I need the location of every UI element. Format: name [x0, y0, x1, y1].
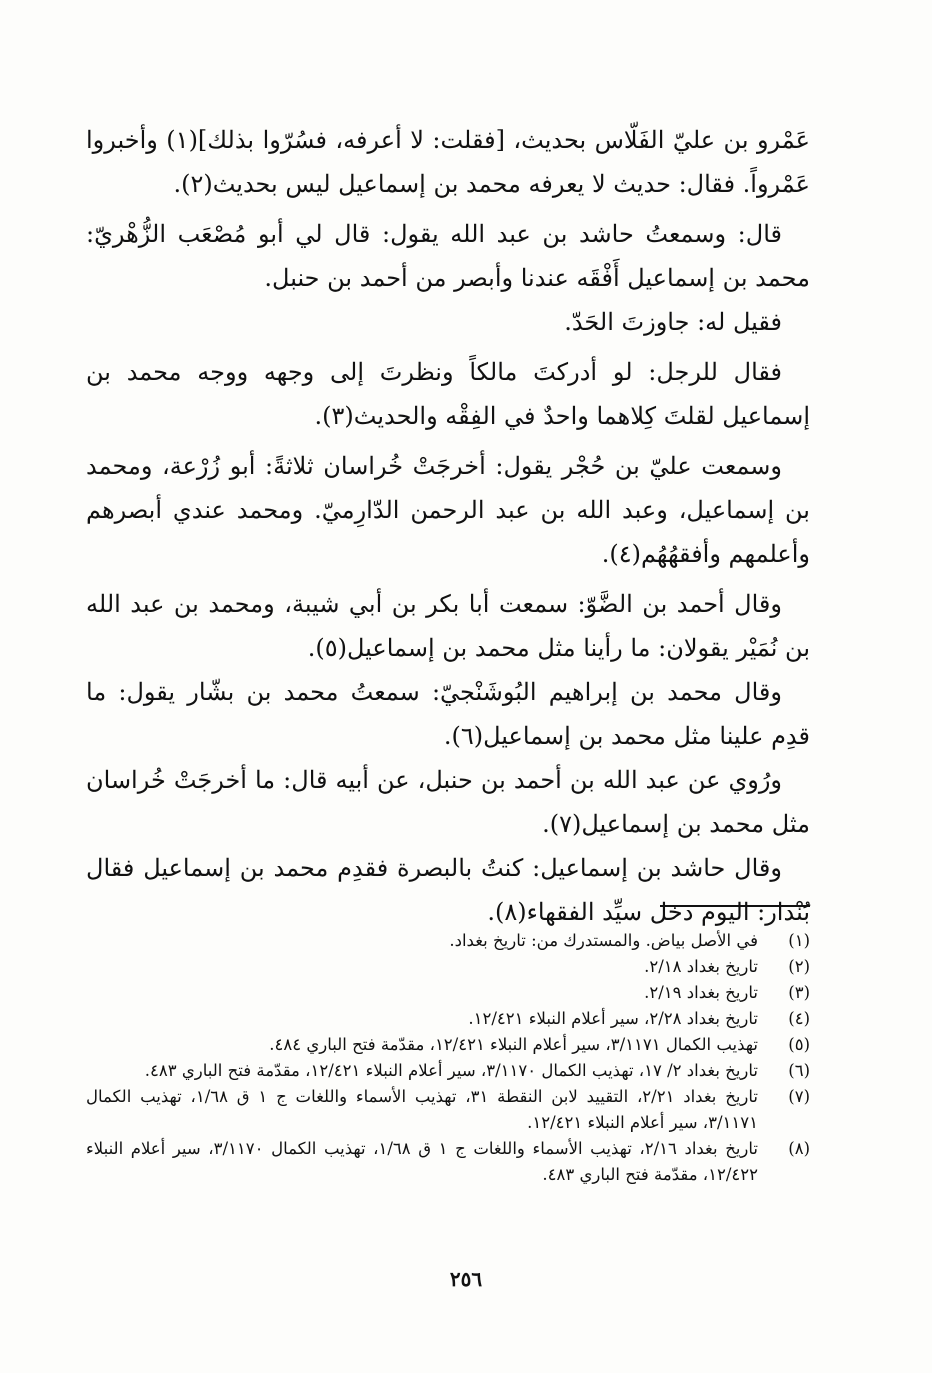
footnote-number: (١)	[788, 931, 810, 950]
footnote	[86, 1032, 810, 1058]
paragraph: وسمعت عليّ بن حُجْر يقول: أخرجَتْ خُراسان ثلاثةً: أبو زُرْعة، ومحمد بن إسماعيل، وعبد الله بن عبد الرحمن الدّارِميّ. ومحمد عندي أبصرهم وأعلمهم وأفقهُهُم(٤).	[86, 452, 810, 568]
footnote	[86, 1006, 810, 1032]
footnote	[86, 1136, 810, 1188]
footnote-text: تاريخ بغداد ٢/١٨.	[644, 957, 758, 976]
footnote-number: (٦)	[788, 1061, 810, 1080]
footnote-text: تاريخ بغداد ٢/ ١٧، تهذيب الكمال ٣/١١٧٠، سير أعلام النبلاء ١٢/٤٢١، مقدّمة فتح الباري ٤٨٣.	[144, 1061, 758, 1080]
footnote	[86, 1058, 810, 1084]
footnote-text: في الأصل بياض. والمستدرك من: تاريخ بغداد.	[449, 931, 758, 950]
footnotes	[86, 928, 810, 1188]
footnote-text: تاريخ بغداد ٢/٢١، التقييد لابن النقطة ٣١، تهذيب الأسماء واللغات ج ١ ق ١/٦٨، تهذيب الكمال ٣/١١٧١، سير أعلام النبلاء ١٢/٤٢١.	[86, 1087, 759, 1132]
footnote-number: (٤)	[788, 1009, 810, 1028]
footnote-number: (٨)	[788, 1139, 810, 1158]
footnote-separator	[660, 905, 810, 907]
footnote-number: (٣)	[788, 983, 810, 1002]
footnote-text: تهذيب الكمال ٣/١١٧١، سير أعلام النبلاء ١٢/٤٢١، مقدّمة فتح الباري ٤٨٤.	[269, 1035, 758, 1054]
paragraph: وقال أحمد بن الضَّوّ: سمعت أبا بكر بن أبي شيبة، ومحمد بن عبد الله بن نُمَيْر يقولان: ما رأينا مثل محمد بن إسماعيل(٥).	[86, 590, 810, 662]
paragraph: وقال محمد بن إبراهيم البُوشَنْجيّ: سمعتُ محمد بن بشّار يقول: ما قدِم علينا مثل محمد بن إسماعيل(٦).	[86, 678, 810, 750]
footnote	[86, 980, 810, 1006]
footnote	[86, 928, 810, 954]
paragraph: ورُوي عن عبد الله بن أحمد بن حنبل، عن أبيه قال: ما أخرجَتْ خُراسان مثل محمد بن إسماعيل(٧).	[86, 766, 810, 838]
footnote-text: تاريخ بغداد ٢/١٩.	[644, 983, 758, 1002]
paragraph: فقال للرجل: لو أدركتَ مالكاً ونظرتَ إلى وجهه ووجه محمد بن إسماعيل لقلتَ كِلاهما واحدٌ في الفِقْه والحديث(٣).	[86, 358, 810, 430]
footnote-number: (٥)	[788, 1035, 810, 1054]
paragraph: وقال حاشد بن إسماعيل: كنتُ بالبصرة فقدِم محمد بن إسماعيل فقال بُنْدار: اليوم دخل سيِّد الفقهاء(٨).	[86, 854, 810, 926]
footnote-number: (٢)	[788, 957, 810, 976]
footnote-text: تاريخ بغداد ٢/٢٨، سير أعلام النبلاء ١٢/٤٢١.	[468, 1009, 758, 1028]
paragraph: عَمْرو بن عليّ الفَلّاس بحديث، [فقلت: لا أعرفه، فسُرّوا بذلك](١) وأخبروا عَمْرواً. فقال: حديث لا يعرفه محمد بن إسماعيل ليس بحديث(٢).	[86, 126, 810, 198]
footnote	[86, 954, 810, 980]
footnote-number: (٧)	[788, 1087, 810, 1106]
footnote	[86, 1084, 810, 1136]
paragraph: فقيل له: جاوزتَ الحَدّ.	[564, 308, 782, 336]
main-text	[86, 118, 810, 940]
page-number: ٢٥٦	[449, 1267, 483, 1291]
footnote-text: تاريخ بغداد ٢/١٦، تهذيب الأسماء واللغات ج ١ ق ١/٦٨، تهذيب الكمال ٣/١١٧٠، سير أعلام النبلاء ١٢/٤٢٢، مقدّمة فتح الباري ٤٨٣.	[86, 1139, 759, 1184]
paragraph: قال: وسمعتُ حاشد بن عبد الله يقول: قال لي أبو مُصْعَب الزُّهْريّ: محمد بن إسماعيل أَفْقَه عندنا وأبصر من أحمد بن حنبل.	[86, 220, 810, 292]
